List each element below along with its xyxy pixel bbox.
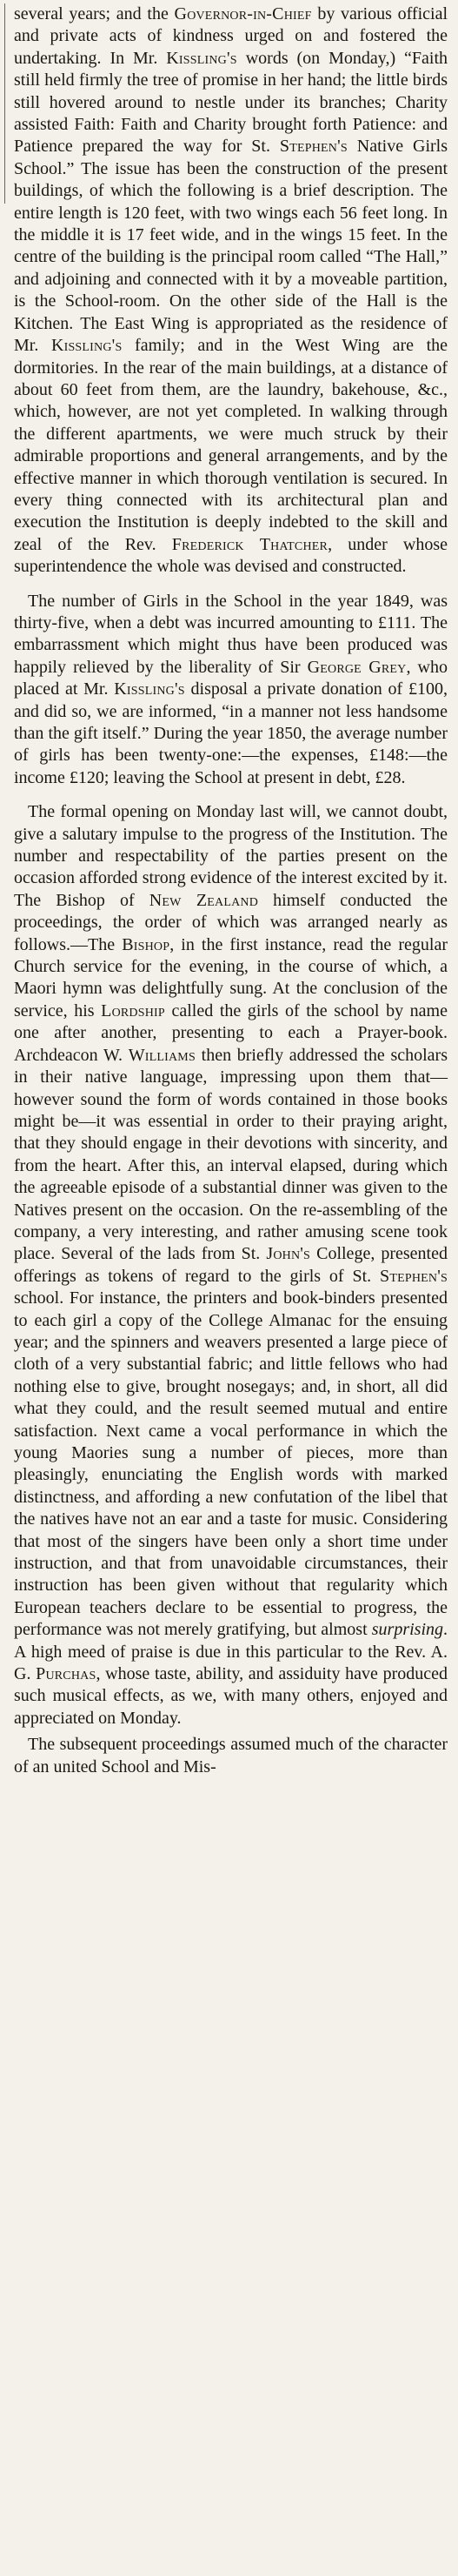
text-run: called the girls of the school by name one after another, presenting to each a Prayer-book. Archdeacon W. (14, 1000, 448, 1065)
text-run: . A high meed of praise is due in this particular to the Rev. A. G. (14, 1620, 448, 1684)
small-caps-name: Kissling's (166, 48, 237, 68)
text-run: College, presented offerings as tokens of regard to the girls of St. (14, 1244, 448, 1286)
paragraph-subsequent-proceedings (14, 1734, 448, 1778)
small-caps-name: New Zealand (149, 890, 259, 910)
column-margin-rule (4, 3, 5, 204)
text-run: words (on Monday,) “Faith still held firmly the tree of promise in her hand; the little birds still hovered around to nestle under its branches; Charity assisted Faith: Faith and Charity brought forth Patience: and Patience prepared the way for St. (14, 48, 448, 157)
small-caps-name: Lordship (101, 1000, 165, 1020)
small-caps-name: Stephen's (279, 137, 348, 157)
text-run: family; and in the West Wing are the dormitories. In the rear of the main buildings, at a distance of about 60 feet from them, are the laundry, bakehouse, &c., which, however, are not yet completed. In walking through the different apartments, we were much struck by their admirable proportions and general arrangements, and by the effective manner in which thorough ventilation is secured. In every thing connected with its architectural plan and execution the Institution is deeply indebted to the skill and zeal of the Rev. (14, 336, 448, 554)
paragraph-school-buildings (14, 3, 448, 579)
text-run: himself conducted the proceedings, the order of which was arranged nearly as follows.—The (14, 890, 448, 954)
small-caps-name: Kissling's (114, 679, 185, 699)
text-run: The number of Girls in the School in the year 1849, was thirty-five, when a debt was incurred amounting to £111. The embarrassment which might thus have been produced was happily relieved by the liberality of Sir (14, 591, 448, 677)
small-caps-name: Bishop (122, 934, 170, 954)
text-run: , whose taste, ability, and assiduity have produced such musical effects, as we, with many others, enjoyed and appreciated on Monday. (14, 1664, 448, 1728)
text-run: then briefly addressed the scholars in their native language, impressing upon them that—however sound the form of words contained in those books might be—it was essential in order to their praying aright, that they should engage in their devotions with sincerity, and from the heart. After this, an interval elapsed, during which the agreeable episode of a substantial dinner was given to the Natives present on the occasion. On the re-assembling of the company, a very interesting, and rather amusing scene took place. Several of the lads from St. (14, 1045, 448, 1264)
text-run: Native Girls School.” The issue has been the construction of the present buildings, of which the following is a brief description. The entire length is 120 feet, with two wings each 56 feet long. In the middle it is 17 feet wide, and in the wings 15 feet. In the centre of the building is the principal room called “The Hall,” and adjoining and connected with it by a moveable partition, is the School-room. On the other side of the Hall is the Kitchen. The East Wing is appropriated as the residence of Mr. (14, 137, 448, 356)
text-run: , in the first instance, read the regular Church service for the evening, in the course of which, a Maori hymn was delightfully sung. At the conclusion of the service, his (14, 934, 448, 1020)
small-caps-name: Williams (128, 1045, 196, 1065)
small-caps-name: John's (266, 1244, 311, 1264)
small-caps-name: Frederick Thatcher (171, 534, 329, 554)
text-run: The formal opening on Monday last will, we cannot doubt, give a salutary impulse to the progress of the Institution. The number and respectability of the parties present on the occasion afforded strong evidence of the interest excited by it. The Bishop of (14, 802, 448, 910)
small-caps-name: Stephen's (380, 1266, 448, 1286)
text-run: , under whose superintendence the whole was devised and constructed. (14, 534, 448, 577)
small-caps-name: Purchas (36, 1664, 96, 1684)
italic-emphasis: surprising (371, 1620, 443, 1640)
text-run: school. For instance, the printers and book-binders presented to each girl a copy of the College Almanac for the ensuing year; and the spinners and weavers presented a large piece of cloth of a very substantial fabric; and little fellows who had nothing else to give, brought nosegays; and, in short, all did what they could, and the result seemed mutual and entire satisfaction. Next came a vocal performance in which the young Maories sung a number of pieces, more than pleasingly, enunciating the English words with marked distinctness, and affording a new confutation of the libel that the natives have not an ear and a taste for music. Considering that most of the singers have been only a short time under instruction, and that from unavoidable circumstances, their instruction has been given without that regularity which European teachers declare to be essential to progress, the performance was not merely gratifying, but almost (14, 1288, 448, 1640)
text-run: , who placed at Mr. (14, 657, 448, 699)
text-run: disposal a private donation of £100, and did so, we are informed, “in a manner not less handsome than the gift itself.” During the year 1850, the average number of girls has been twenty-one:—the expenses, £148:—the income £120; leaving the School at present in debt, £28. (14, 679, 448, 787)
text-run: The subsequent proceedings assumed much of the character of an united School and Mis- (14, 1735, 448, 1776)
paragraph-school-finances (14, 591, 448, 790)
small-caps-name: Governor-in-Chief (174, 4, 312, 23)
text-run: by various official and private acts of kindness urged on and fostered the undertaking. In Mr. (14, 4, 448, 68)
article-column (14, 3, 448, 1778)
paragraph-formal-opening (14, 801, 448, 1730)
text-run: several years; and the (14, 4, 175, 23)
small-caps-name: Kissling's (50, 336, 123, 356)
small-caps-name: George Grey (307, 657, 407, 677)
